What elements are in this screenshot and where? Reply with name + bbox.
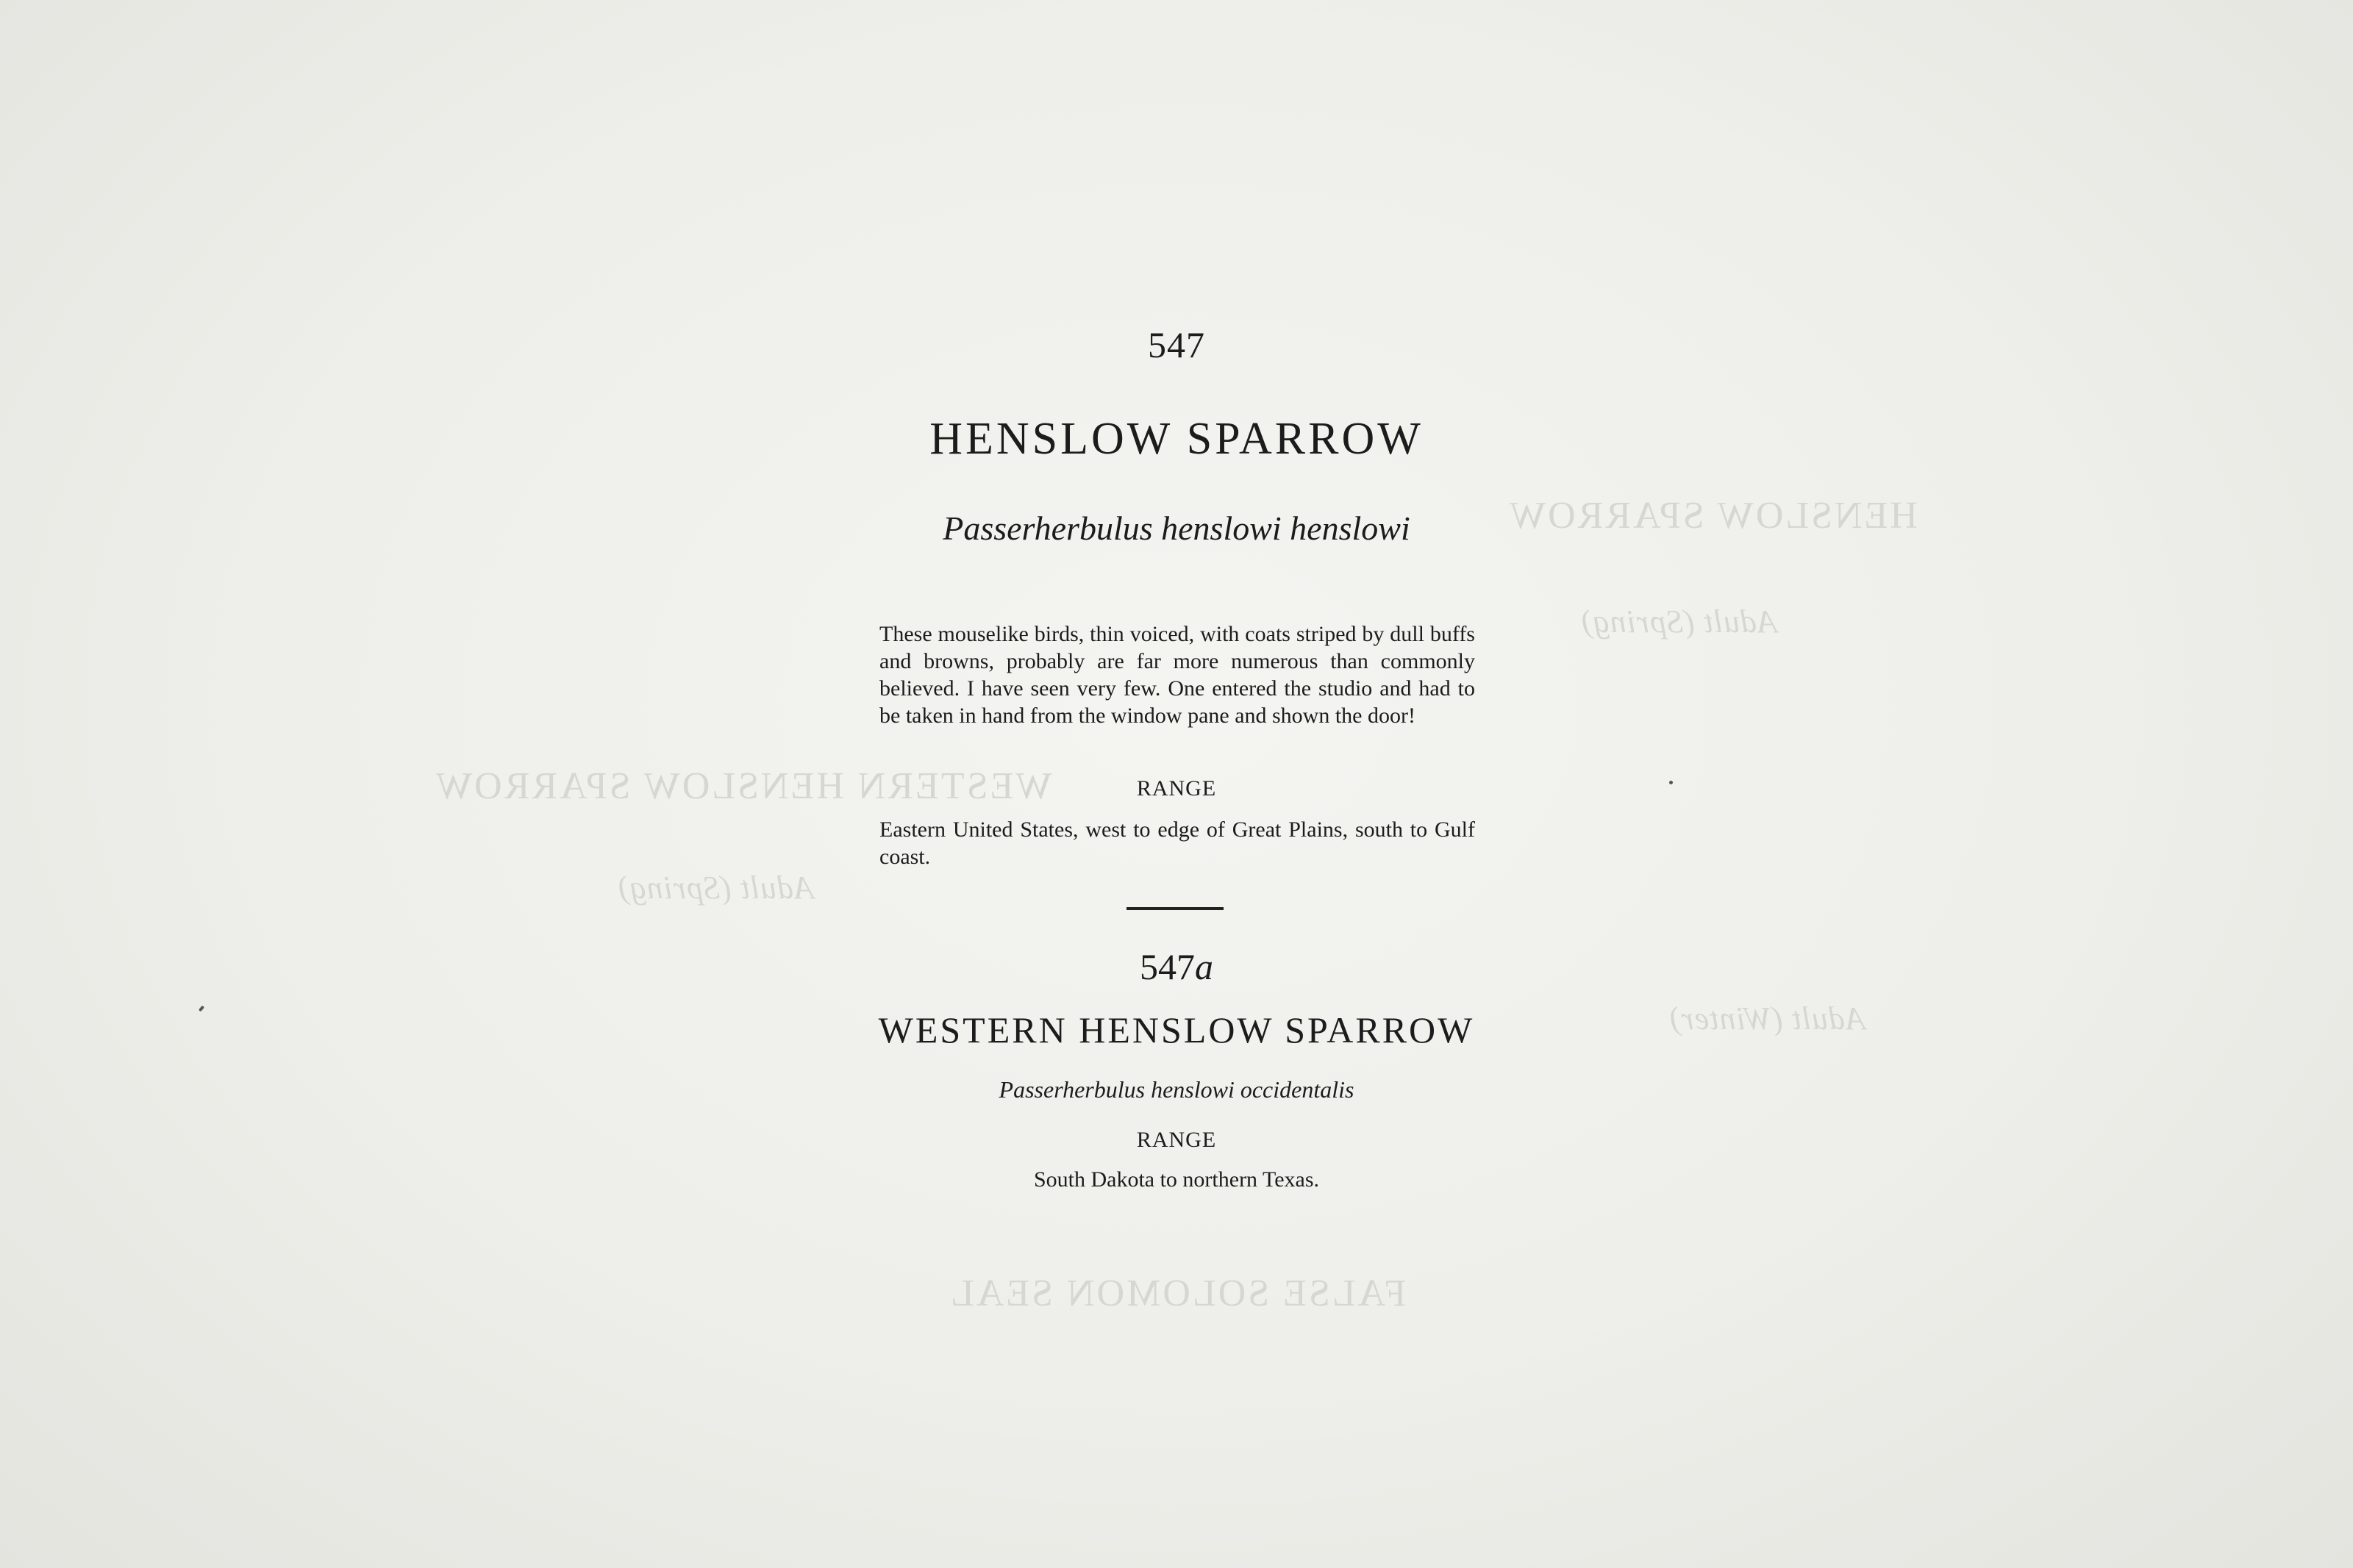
- show-through-text: HENSLOW SPARROW: [1507, 495, 1918, 537]
- plate-number: 547: [1148, 324, 1205, 365]
- species-description: These mouselike birds, thin voiced, with coats striped by dull buffs and browns, probably are far more numerous than commonly believed. I have seen very few. One entered the studio and had to be taken in hand from the window pane and shown the door!: [879, 622, 1475, 728]
- subspecies-common-name: WESTERN HENSLOW SPARROW: [878, 1009, 1475, 1050]
- subspecies-number-suffix: a: [1195, 946, 1213, 987]
- subspecies-range-heading: RANGE: [1136, 1128, 1217, 1152]
- show-through-text: Adult (Spring): [618, 870, 814, 906]
- subspecies-number-main: 547: [1140, 946, 1195, 987]
- species-scientific-name: Passerherbulus henslowi henslowi: [943, 509, 1410, 547]
- paper-speck: [1669, 781, 1673, 784]
- show-through-text: FALSE SOLOMON SEAL: [949, 1272, 1407, 1314]
- show-through-text: Adult (Winter): [1669, 1000, 1865, 1037]
- section-divider: [1126, 907, 1224, 910]
- subspecies-range-text: South Dakota to northern Texas.: [1033, 1167, 1320, 1192]
- species-common-name: HENSLOW SPARROW: [929, 414, 1424, 464]
- subspecies-scientific-name: Passerherbulus henslowi occidentalis: [999, 1076, 1354, 1103]
- show-through-text: Adult (Spring): [1581, 604, 1777, 640]
- subspecies-number: [0, 945, 2353, 988]
- show-through-text: WESTERN HENSLOW SPARROW: [434, 765, 1052, 807]
- range-heading: RANGE: [1136, 776, 1217, 801]
- range-text: Eastern United States, west to edge of Great Plains, south to Gulf coast.: [879, 817, 1475, 869]
